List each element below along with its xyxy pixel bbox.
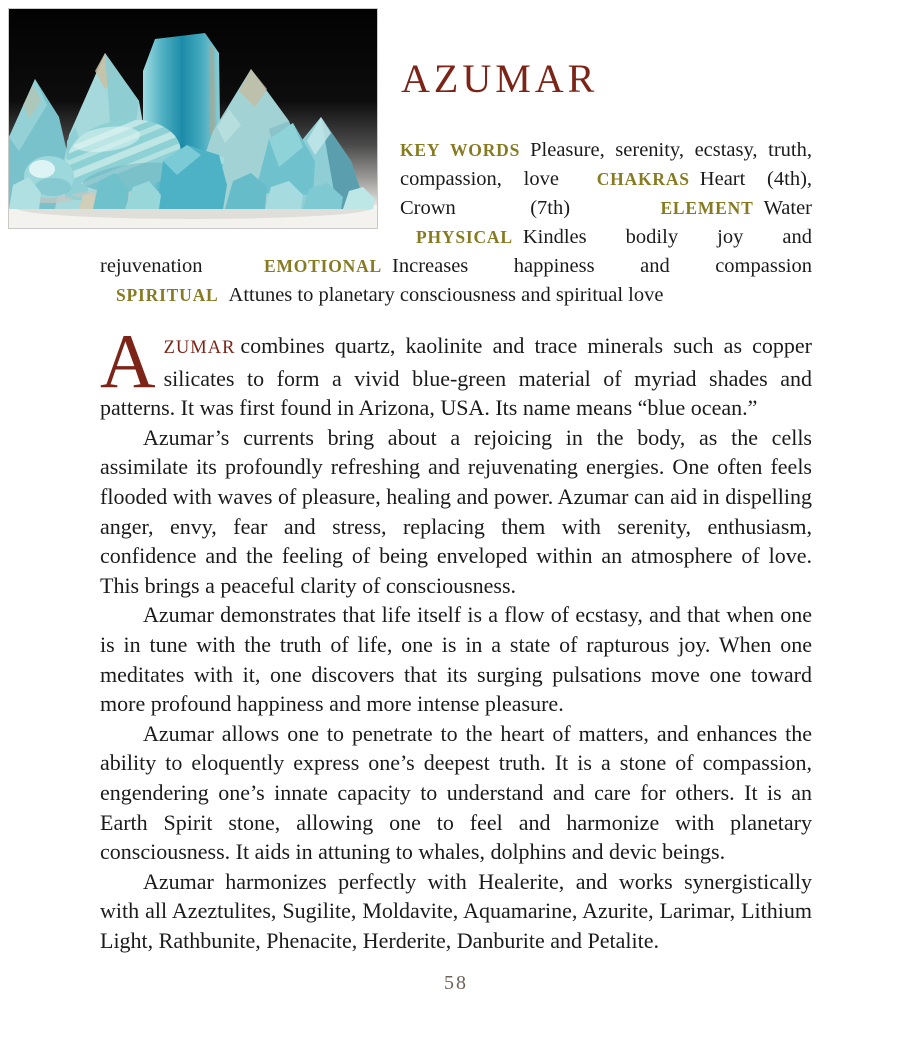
property-label-spiritual: SPIRITUAL bbox=[116, 285, 219, 305]
property-label-emotional: EMOTIONAL bbox=[263, 256, 383, 276]
property-value-spiritual: Attunes to planetary consciousness and spiritual love bbox=[228, 284, 664, 306]
page-title: AZUMAR bbox=[401, 56, 599, 101]
photo-wrap-spacer bbox=[100, 136, 400, 249]
property-value-emotional: Increases happiness and compassion bbox=[392, 255, 813, 277]
paragraph-text: combines quartz, kaolinite and trace minerals such as copper silicates to form a vivid blue-green material of myriad shades and patterns. It was first found in Arizona, USA. Its name means “blue ocean.” bbox=[100, 333, 812, 421]
article-body bbox=[100, 318, 812, 955]
property-value-element: Water bbox=[763, 197, 812, 219]
property-value-physical: Kindles bodily joy and rejuvenation bbox=[100, 226, 812, 277]
lead-word: ZUMAR bbox=[163, 338, 236, 358]
property-label-element: ELEMENT bbox=[660, 198, 754, 218]
properties-block bbox=[100, 136, 812, 310]
property-label-physical: PHYSICAL bbox=[416, 227, 513, 247]
paragraph: Azumar’s currents bring about a rejoicing in the body, as the cells assimilate its profoundly refreshing and rejuvenating energies. One often feels flooded with waves of pleasure, healing and power. Azumar can aid in dispelling anger, envy, fear and stress, replacing them with serenity, enthusiasm, confidence and the feeling of being enveloped within an atmosphere of love. This brings a peaceful clarity of consciousness. bbox=[100, 424, 812, 598]
paragraph: Azumar harmonizes perfectly with Healerite, and works synergistically with all Azeztulites, Sugilite, Moldavite, Aquamarine, Azurite, Larimar, Lithium Light, Rathbunite, Phenacite, Herderite, Danburite and Petalite. bbox=[100, 868, 812, 953]
property-label-key-words: KEY WORDS bbox=[400, 140, 521, 160]
drop-cap: A bbox=[100, 318, 156, 404]
property-label-chakras: CHAKRAS bbox=[596, 169, 690, 189]
property-value-key-words: Pleasure, serenity, ecstasy, truth, compassion, love bbox=[400, 139, 812, 190]
paragraph: Azumar allows one to penetrate to the heart of matters, and enhances the ability to eloquently express one’s deepest truth. It is a stone of compassion, engendering one’s innate capacity to understand and care for others. It is an Earth Spirit stone, allowing one to feel and harmonize with planetary consciousness. It aids in attuning to whales, dolphins and devic beings. bbox=[100, 720, 812, 865]
paragraph: Azumar demonstrates that life itself is a flow of ecstasy, and that when one is in tune with the truth of life, one is in a state of rapturous joy. When one meditates with it, one discovers that its surging pulsations move one toward more profound happiness and more intense pleasure. bbox=[100, 602, 812, 717]
paragraph-lead bbox=[100, 318, 812, 423]
page-number: 58 bbox=[444, 972, 468, 994]
property-value-chakras: Heart (4th), Crown (7th) bbox=[400, 168, 813, 219]
